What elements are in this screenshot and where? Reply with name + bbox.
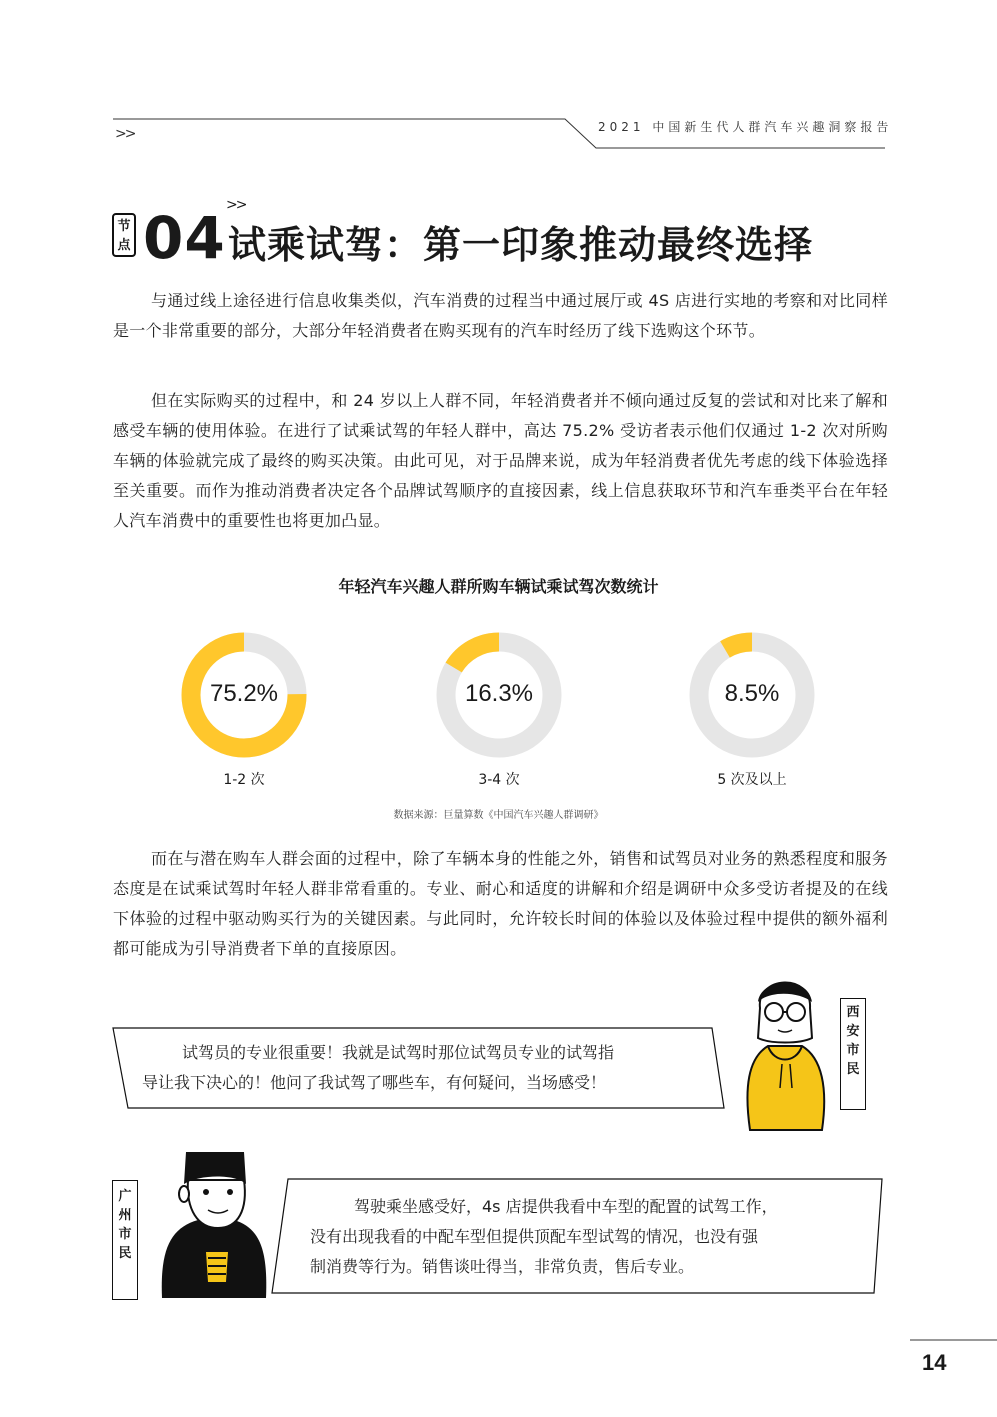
quote-line: 制消费等行为。销售谈吐得当，非常负责，售后专业。 [310,1257,695,1276]
person-tag-char: 市 [118,1227,132,1242]
body-paragraph: 而在与潜在购车人群会面的过程中，除了车辆本身的性能之外，销售和试驾员对业务的熟悉程度和服务态度是在试乘试驾时年轻人群非常看重的。专业、耐心和适度的讲解和介绍是调研中众多受访者提及的在线下体验的过程中驱动购买行为的关键因素。与此同时，允许较长时间的体验以及体验过程中提供的额外福利都可能成为引导消费者下单的直接原因。 [113,849,888,958]
person-tag-char: 州 [118,1208,132,1223]
avatar-man-illustration [140,1140,275,1300]
donut-label: 1-2 次 [223,772,265,788]
person-tag-char: 市 [846,1043,860,1058]
person-tag-char: 西 [846,1005,860,1020]
avatar-woman-illustration [730,968,840,1133]
header-rule [0,0,997,160]
donut-value: 75.2% [209,680,279,707]
chart-title: 年轻汽车兴趣人群所购车辆试乘试驾次数统计 [338,577,659,596]
person-tag-char: 安 [846,1024,860,1039]
section-tag-line: 点 [117,238,131,253]
person-tag [112,1180,138,1300]
chevron-icon: >> [226,197,246,213]
section-title: 试乘试驾：第一印象推动最终选择 [228,223,814,267]
quote-text [142,1038,710,1098]
data-source: 数据来源：巨量算数《中国汽车兴趣人群调研》 [393,810,604,821]
page-number: 14 [922,1350,947,1375]
person-tag-char: 民 [118,1246,132,1261]
section-tag [112,213,136,257]
quote-text [310,1192,870,1282]
quote-line: 导让我下决心的！他问了我试驾了哪些车，有何疑问，当场感受！ [142,1073,607,1092]
body-paragraph: 但在实际购买的过程中，和 24 岁以上人群不同，年轻消费者并不倾向通过反复的尝试和对比来了解和感受车辆的使用体验。在进行了试乘试驾的年轻人群中，高达 75.2% 受访者表示他们仅通过 1-2 次对所购车辆的体验就完成了最终的购买决策。由此可见，对于品牌来说，成为年轻消费者优先考虑的线下体验选择至关重要。而作为推动消费者决定各个品牌试驾顺序的直接因素，线上信息获取环节和汽车垂类平台在年轻人汽车消费中的重要性也将更加凸显。 [113,391,888,530]
person-tag-char: 广 [118,1189,132,1204]
quote-line: 没有出现我看的中配车型但提供顶配车型试驾的情况，也没有强 [310,1227,759,1246]
footer-rule [0,1335,997,1345]
donut-value: 8.5% [724,680,780,707]
section-tag-line: 节 [117,219,131,234]
quote-line: 试驾员的专业很重要！我就是试驾时那位试驾员专业的试驾指 [182,1043,615,1062]
person-tag-char: 民 [846,1062,860,1077]
quote-line: 驾驶乘坐感受好，4s 店提供我看中车型的配置的试驾工作， [354,1197,778,1216]
chevron-icon: >> [115,126,135,142]
body-paragraph: 与通过线上途径进行信息收集类似，汽车消费的过程当中通过展厅或 4S 店进行实地的考察和对比同样是一个非常重要的部分，大部分年轻消费者在购买现有的汽车时经历了线下选购这个环节。 [113,291,888,340]
donut-label: 3-4 次 [478,772,520,788]
donut-label: 5 次及以上 [717,772,787,788]
section-number: 04 [143,204,226,272]
donut-value: 16.3% [464,680,534,707]
person-tag [840,998,866,1110]
report-title: 2021 中国新生代人群汽车兴趣洞察报告 [598,120,893,134]
